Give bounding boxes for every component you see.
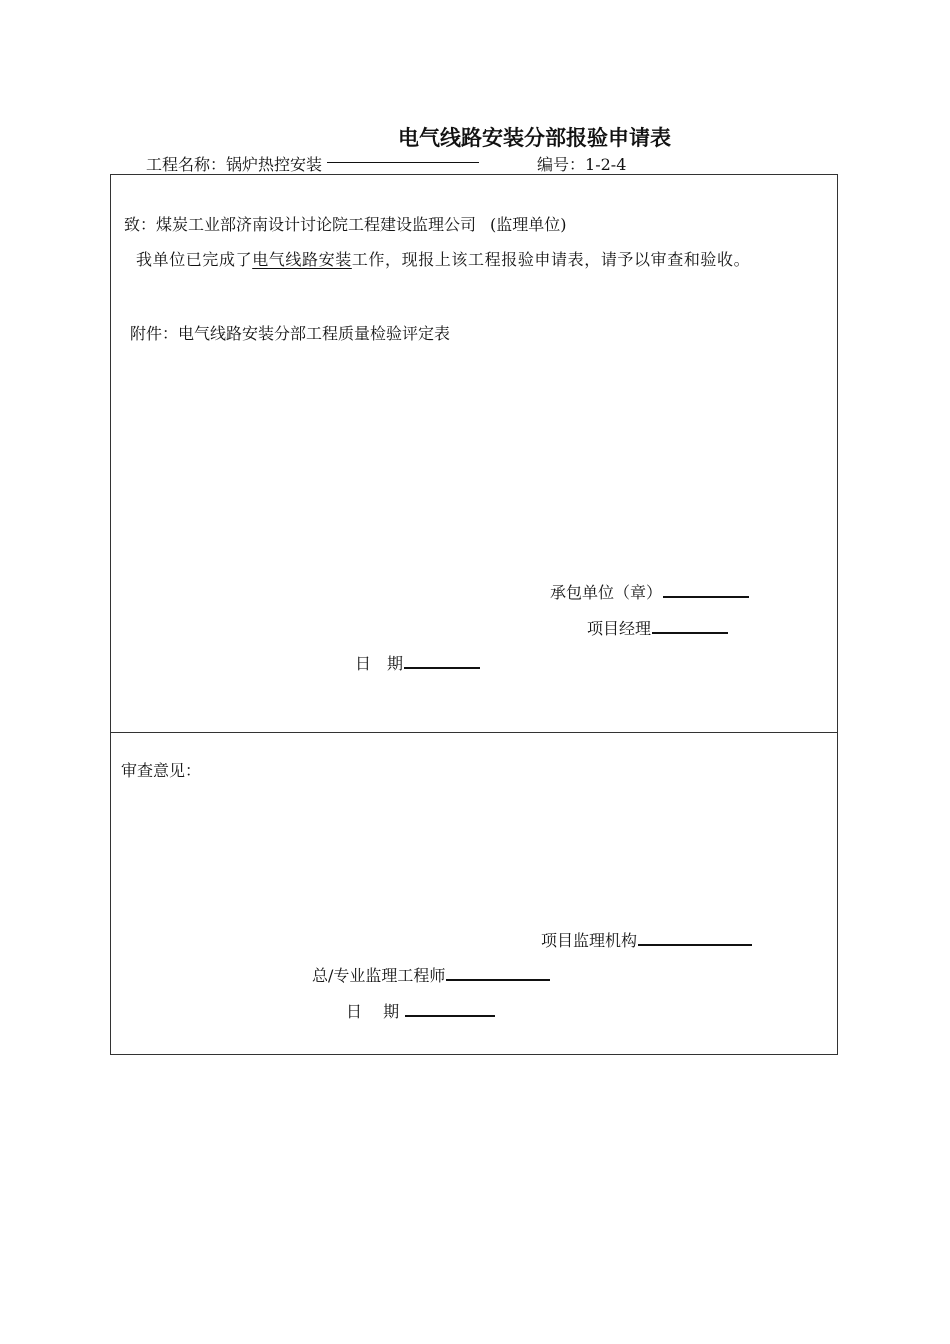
- application-body: [114, 244, 834, 276]
- form-number-field: [537, 152, 626, 175]
- engineer-blank[interactable]: [446, 963, 550, 981]
- section-divider: [110, 732, 838, 733]
- contractor-blank[interactable]: [663, 580, 749, 598]
- form-number-value: 1-2-4: [585, 155, 627, 174]
- recipient-org: 煤炭工业部济南设计讨论院工程建设监理公司: [156, 215, 477, 234]
- project-name-field: [146, 152, 322, 175]
- manager-signature: [587, 616, 728, 639]
- agency-signature: [541, 928, 752, 951]
- project-name-label: 工程名称：: [146, 155, 227, 174]
- project-name-underline: [327, 162, 479, 163]
- review-date-label: 日 期: [346, 1002, 405, 1021]
- recipient-line: [124, 212, 567, 235]
- manager-label: 项目经理: [587, 619, 652, 638]
- form-table: [110, 174, 838, 1055]
- engineer-signature: [312, 963, 550, 986]
- application-date-blank[interactable]: [404, 651, 480, 669]
- form-number-label: 编号：: [537, 155, 586, 174]
- contractor-label: 承包单位（章）: [550, 583, 663, 602]
- project-name-value: 锅炉热控安装: [226, 155, 323, 174]
- review-date-blank[interactable]: [405, 999, 495, 1017]
- engineer-label: 总/专业监理工程师: [312, 966, 446, 985]
- body-after: 工作，现报上该工程报验申请表，请予以审查和验收。: [351, 250, 751, 269]
- page-title: 电气线路安装分部报验申请表: [398, 125, 671, 150]
- agency-blank[interactable]: [638, 928, 752, 946]
- application-date: [355, 651, 480, 674]
- application-date-label: 日 期: [355, 654, 404, 673]
- body-work-name: 电气线路安装: [252, 250, 352, 269]
- agency-label: 项目监理机构: [541, 931, 638, 950]
- review-date: [346, 999, 495, 1022]
- manager-blank[interactable]: [652, 616, 728, 634]
- review-opinion-label: 审查意见：: [121, 761, 202, 780]
- recipient-suffix: (监理单位): [490, 215, 567, 234]
- recipient-prefix: 致：: [124, 215, 157, 234]
- attachment-line: 附件：电气线路安装分部工程质量检验评定表: [130, 324, 451, 343]
- contractor-signature: [550, 580, 749, 603]
- body-before: 我单位已完成了: [136, 250, 253, 269]
